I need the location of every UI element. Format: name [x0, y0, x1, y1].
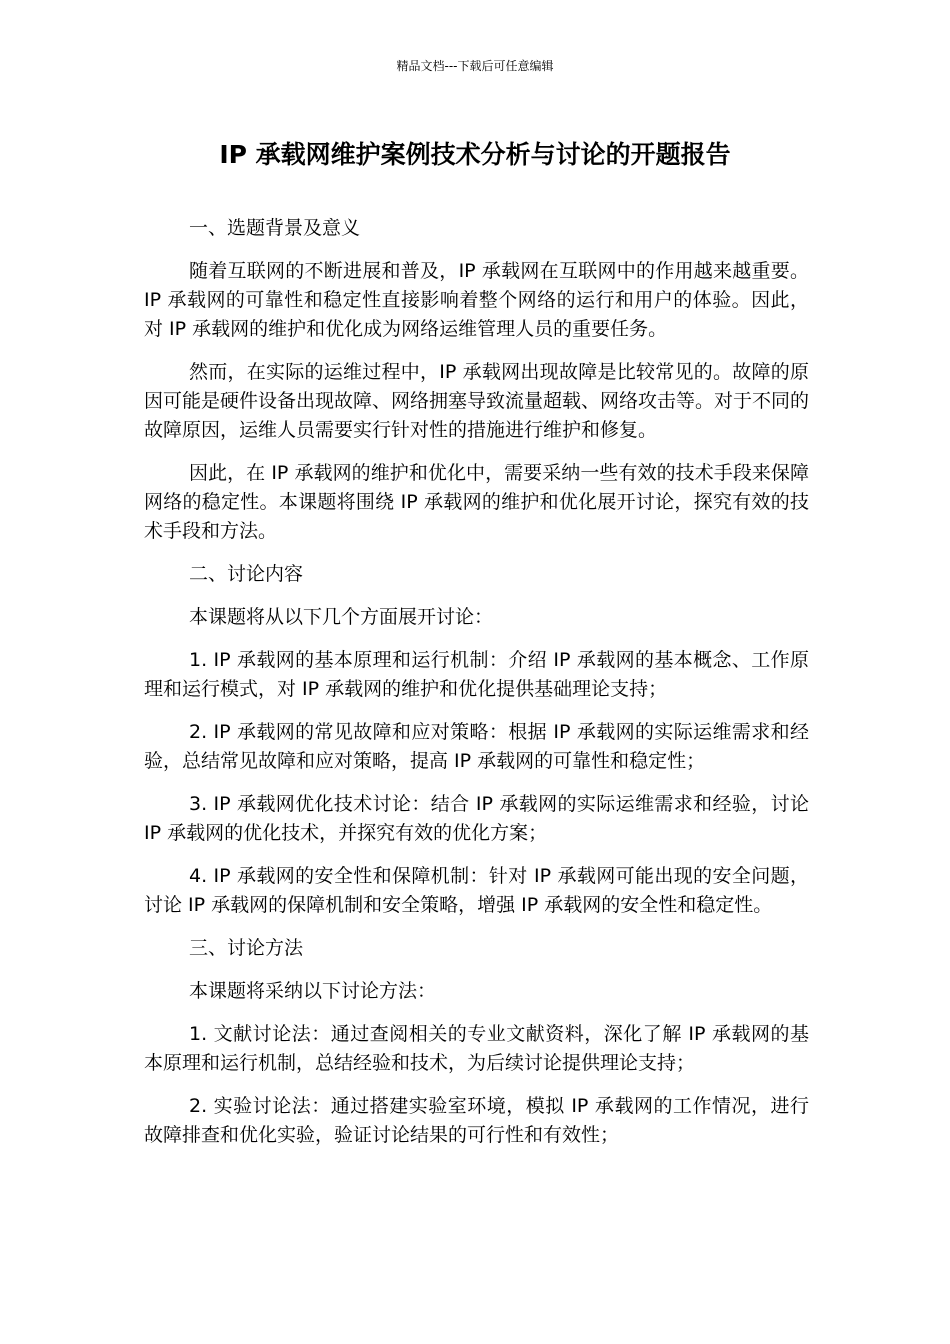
paragraph: 本课题将采纳以下讨论方法：: [189, 980, 437, 1002]
list-item: 1. 文献讨论法：通过查阅相关的专业文献资料，深化了解 IP 承载网的基本原理和运行机制，总结经验和技术，为后续讨论提供理论支持；: [144, 1023, 809, 1074]
paragraph: 然而，在实际的运维过程中，IP 承载网出现故障是比较常见的。故障的原因可能是硬件设备出现故障、网络拥塞导致流量超载、网络攻击等。对于不同的故障原因，运维人员需要实行针对性的措施进行维护和修复。: [144, 361, 810, 441]
paragraph: 随着互联网的不断进展和普及，IP 承载网在互联网中的作用越来越重要。IP 承载网的可靠性和稳定性直接影响着整个网络的运行和用户的体验。因此，对 IP 承载网的维护和优化成为网络运维管理人员的重要任务。: [144, 260, 809, 340]
section-heading-background: 一、选题背景及意义: [189, 217, 361, 239]
section-heading-content: 二、讨论内容: [189, 563, 304, 585]
paragraph: 因此，在 IP 承载网的维护和优化中，需要采纳一些有效的技术手段来保障网络的稳定性。本课题将围绕 IP 承载网的维护和优化展开讨论，探究有效的技术手段和方法。: [144, 462, 809, 542]
list-item: 3. IP 承载网优化技术讨论：结合 IP 承载网的实际运维需求和经验，讨论 IP 承载网的优化技术，并探究有效的优化方案；: [144, 793, 809, 844]
list-item: 2. IP 承载网的常见故障和应对策略：根据 IP 承载网的实际运维需求和经验，总结常见故障和应对策略，提高 IP 承载网的可靠性和稳定性；: [144, 721, 809, 772]
page-header: 精品文档---下载后可任意编辑: [396, 59, 554, 73]
list-item: 2. 实验讨论法：通过搭建实验室环境，模拟 IP 承载网的工作情况，进行故障排查和优化实验，验证讨论结果的可行性和有效性；: [144, 1095, 809, 1146]
section-heading-method: 三、讨论方法: [189, 937, 304, 959]
list-item: 4. IP 承载网的安全性和保障机制：针对 IP 承载网可能出现的安全问题，讨论 IP 承载网的保障机制和安全策略，增强 IP 承载网的安全性和稳定性。: [144, 865, 809, 916]
document-body: [144, 214, 809, 1164]
paragraph: 本课题将从以下几个方面展开讨论：: [189, 606, 494, 628]
document-title: IP 承载网维护案例技术分析与讨论的开题报告: [219, 140, 731, 169]
list-item: 1. IP 承载网的基本原理和运行机制：介绍 IP 承载网的基本概念、工作原理和运行模式，对 IP 承载网的维护和优化提供基础理论支持；: [144, 649, 809, 700]
